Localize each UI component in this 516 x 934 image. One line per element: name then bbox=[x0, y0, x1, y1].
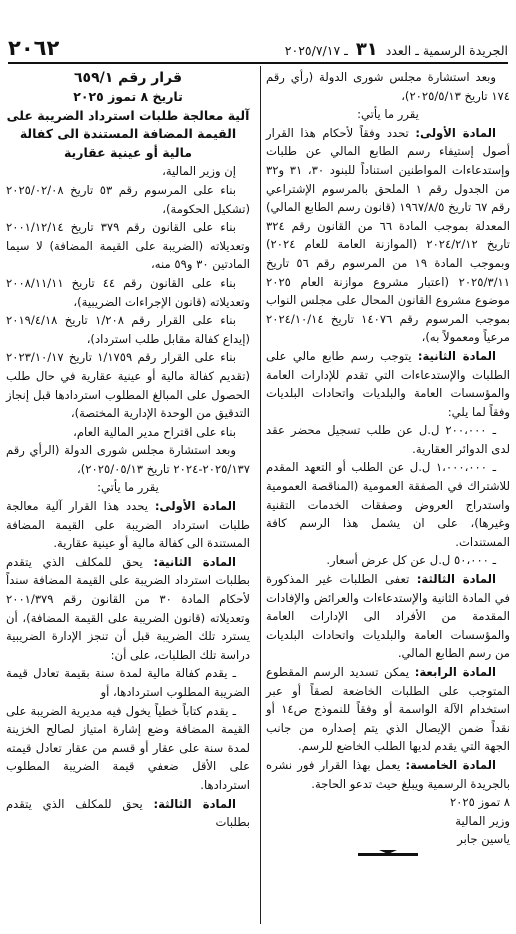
article-1: المادة الأولى: يحدد هذا القرار آلية معالجة طلبات استرداد الضريبة على القيمة المضافة المستندة الى كفالة مالية أو عينية عقارية. bbox=[6, 499, 250, 551]
decision-number: قرار رقم ٦٥٩/١ bbox=[74, 70, 182, 86]
decision-date: تاريخ ٨ تموز ٢٠٢٥ bbox=[73, 89, 183, 104]
recital: بناء على القانون رقم ٣٧٩ تاريخ ٢٠٠١/١٢/١٤ وتعديلاته (الضريبة على القيمة المضافة) لا سيما المادتين ٣٠ و٥٩ منه، bbox=[6, 220, 250, 272]
gazette-name: الجريدة الرسمية ـ العدد bbox=[385, 43, 508, 58]
recital: بناء على القرار رقم ١/٢٠٨ تاريخ ٢٠١٩/٤/١٨ (إيداع كفالة مقابل طلب استرداد)، bbox=[6, 313, 250, 346]
article-5: المادة الخامسة: يعمل بهذا القرار فور نشره بالجريدة الرسمية ويبلغ حيث تدعو الحاجة. bbox=[266, 757, 510, 791]
article-1: المادة الأولى: تحدد وفقاً لأحكام هذا القرار أصول إستيفاء رسم الطابع المالي عن طلبات وإستدعاءات المواطنين استناداً للبنود ٣٠، ٣١ و٣٢ من الجدول رقم ١ الملحق بالمرسوم الإشتراعي رقم ٦٧ تاريخ ١٩٦٧/٨/٥ (قانون رسم الطابع المالي) المعدلة بموجب المادة ٦٦ من القانون رقم ٣٢٤ تاريخ ٢٠٢٤/٢/١٢ (الموازنة العامة للعام ٢٠٢٤) وبموجب المادة ١٩ من المرسوم رقم ٥٦ تاريخ ٢٠٢٥/٣/١١ (اعتبار مشروع موازنة العام ٢٠٢٥ موضوع مشروع القانون المحال على مجلس النواب بموجب المرسوم رقم ١٤٠٧٦ تاريخ ٢٠٢٤/١٠/١٤ مرعياً ومعمولاً به)، bbox=[266, 125, 511, 345]
article-3: المادة الثالثة: يحق للمكلف الذي يتقدم بطلبات bbox=[6, 796, 250, 830]
condition-item: ـ يقدم كتاباً خطياً يخول فيه مديرية الضريبة على القيمة المضافة وضع إشارة امتياز لصالح الخزينة لمدة سنة على عقار أو قسم من عقار تعادل قيمته على الأقل ضعفي قيمة الضريبة المطلوب استردادها. bbox=[6, 703, 250, 792]
left-column bbox=[6, 68, 250, 832]
right-column bbox=[266, 68, 510, 856]
signature-block bbox=[266, 793, 510, 849]
recital: وبعد استشارة مجلس شورى الدولة (الرأي رقم ٢٠٢٥/١٣٧-٢٠٢٤ تاريخ ٢٠٢٥/٠٥/١٣)، bbox=[6, 443, 250, 476]
decides-line: يقرر ما يأتي: bbox=[97, 480, 159, 495]
issue-number: ٣١ bbox=[355, 39, 378, 60]
recital: بناء على القانون رقم ٤٤ تاريخ ٢٠٠٨/١١/١١ وتعديلاته (قانون الإجراءات الضريبية)، bbox=[6, 275, 250, 309]
signature-name: ياسين جابر bbox=[457, 832, 510, 847]
fee-item: ـ ٢٠٠،٠٠٠ ل.ل عن طلب تسجيل محضر عقد لدى الدوائر العقارية. bbox=[266, 423, 510, 456]
condition-item: ـ يقدم كفالة مالية لمدة سنة بقيمة تعادل قيمة الضريبة المطلوب استردادها، أو bbox=[6, 666, 250, 699]
article-2: المادة الثانية: يحق للمكلف الذي يتقدم بطلبات استرداد الضريبة على القيمة المضافة سنداً لأحكام المادة ٣٠ من القانون رقم ٢٠٠١/٣٧٩ وتعديلاته (قانون الضريبة على القيمة المضافة)، أن يسترد تلك الضريبة قبل أن تنجز الإدارة الضريبية دراسة تلك الطلبات، على أن: bbox=[6, 554, 250, 662]
recital: بناء على القرار رقم ١/١٧٥٩ تاريخ ٢٠٢٣/١٠/١٧ (تقديم كفالة مالية أو عينية عقارية في حال طلب الحصول على المبالغ المطلوب استردادها قبل إنجاز التدقيق من الوحدة الإدارية المختصة)، bbox=[6, 350, 250, 421]
column-divider bbox=[260, 66, 261, 924]
page-header bbox=[8, 30, 508, 60]
header-rule bbox=[8, 62, 508, 64]
gazette-header bbox=[285, 39, 508, 60]
recital: بناء على اقتراح مدير المالية العام، bbox=[73, 424, 236, 439]
minister-line: إن وزير المالية، bbox=[162, 164, 236, 179]
fee-item: ـ ٥٠،٠٠٠ ل.ل عن كل عرض أسعار. bbox=[326, 553, 496, 568]
article-3: المادة الثالثة: تعفى الطلبات غير المذكورة في المادة الثانية والإستدعاءات والعرائض والإفادات المقدمة من الأفراد الى الإدارات العامة والمؤسسات العامة والبلديات واتحادات البلديات من رسم الطابع المالي. bbox=[266, 572, 510, 661]
signature-date: ٨ تموز ٢٠٢٥ bbox=[449, 795, 510, 810]
page-number: ٢٠٦٢ bbox=[8, 36, 60, 60]
article-2: المادة الثانية: يتوجب رسم طابع مالي على الطلبات والإستدعاءات التي تقدم للإدارات العامة والمؤسسات العامة والبلديات واتحادات البلديات وفقاً لما يلي: bbox=[266, 348, 510, 419]
issue-date: ـ ٢٠٢٥/٧/١٧ bbox=[284, 43, 348, 58]
decides-line: يقرر ما يأتي: bbox=[357, 107, 419, 122]
fee-item: ـ ١،٠٠٠،٠٠٠ ل.ل عن الطلب أو التعهد المقدم للاشتراك في الصفقة العمومية (المناقصة العمومية واستدراج العروض وصفقات الخدمات التقنية وغيرها)، على ان يشمل هذا الرسم كافة المستندات. bbox=[266, 460, 510, 549]
recital: بناء على المرسوم رقم ٥٣ تاريخ ٢٠٢٥/٠٢/٠٨ (تشكيل الحكومة)، bbox=[6, 182, 250, 216]
end-ornament bbox=[266, 853, 510, 856]
signature-title: وزير المالية bbox=[455, 813, 510, 828]
article-4: المادة الرابعة: يمكن تسديد الرسم المقطوع المتوجب على الطلبات الخاضعة لصقاً أو عبر استخدام الآلة الواسمة أو وفقاً للنموذج ص١٤ أو نقداً ضمن الإيصال الذي يتم إصداره من جانب الجهة التي يقدم لديها الطلب الخاضع للرسم. bbox=[266, 665, 510, 754]
decision-title: آلية معالجة طلبات استرداد الضريبة على القيمة المضافة المستندة الى كفالة مالية أو عينية عقارية bbox=[6, 107, 250, 160]
intro-paragraph: وبعد استشارة مجلس شورى الدولة (رأي رقم ١٧٤ تاريخ ٢٠٢٥/٥/١٣)، bbox=[266, 70, 510, 103]
